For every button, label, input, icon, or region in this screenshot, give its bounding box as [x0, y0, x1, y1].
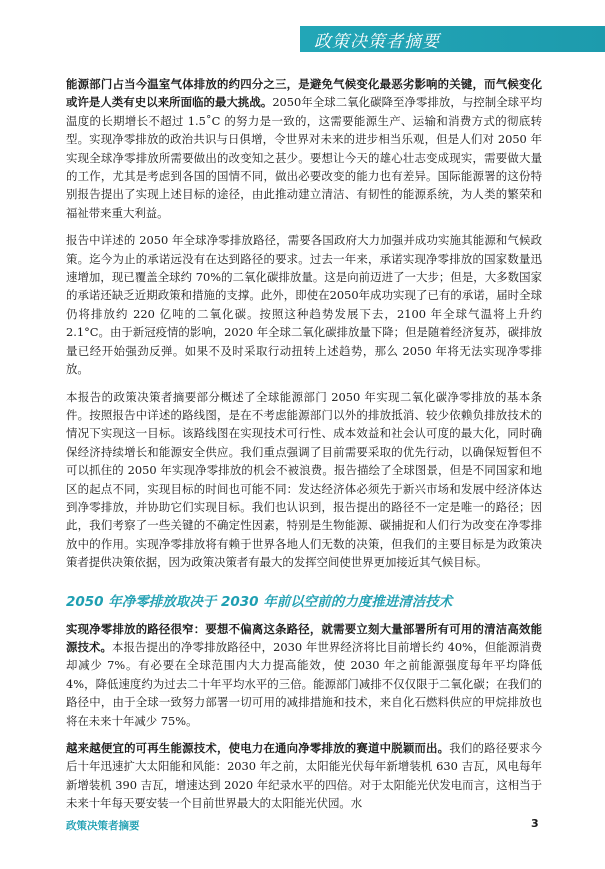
main-content [66, 75, 542, 822]
section-paragraph-2 [66, 739, 542, 813]
footer-label: 政策决策者摘要 [66, 820, 140, 832]
paragraph-1 [66, 75, 542, 222]
paragraph-1-lead: 能源部门占当今温室气体排放的约四分之三，是避免气候变化最恶劣影响的关键，而气候变化或许是人类有史以来所面临的最大挑战。 [66, 77, 542, 110]
header-bar [300, 26, 605, 52]
paragraph-1-body: 2050年全球二氧化碳降至净零排放，与控制全球平均温度的长期增长不超过 1.5˚C 的努力是一致的，这需要能源生产、运输和消费方式的彻底转型。实现净零排放的政治共识与日俱增，令世界对未来的进步相当乐观，但是人们对 2050 年实现全球净零排放所需要做出的改变知之甚少。要想让今天的雄心壮志变成现实，需要做大量的工作，尤其是考虑到各国的国情不同，做出必要改变的能力也有差异。国际能源署的这份特别报告提出了实现上述目标的途径，由此推动建立清洁、有韧性的能源系统，为人类的繁荣和福祉带来重大利益。 [66, 95, 542, 220]
section-paragraph-2-lead: 越来越便宜的可再生能源技术，使电力在通向净零排放的赛道中脱颖而出。 [66, 741, 450, 755]
section-paragraph-1-lead: 实现净零排放的路径很窄：要想不偏离这条路径，就需要立刻大量部署所有可用的清洁高效能源技术。 [66, 621, 542, 654]
header-title: 政策决策者摘要 [314, 32, 440, 52]
paragraph-3-body: 本报告的政策决策者摘要部分概述了全球能源部门 2050 年实现二氧化碳净零排放的基本条件。按照报告中详述的路线图，是在不考虑能源部门以外的排放抵消、较少依赖负排放技术的情况下实现这一目标。该路线图在实现技术可行性、成本效益和社会认可度的最大化，同时确保经济持续增长和能源安全供应。我们重点强调了目前需要采取的优先行动，以确保短暂但不可以抓住的 2050 年实现净零排放的机会不被浪费。报告描绘了全球图景，但是不同国家和地区的起点不同，实现目标的时间也可能不同：发达经济体必须先于新兴市场和发展中经济体达到净零排放，并协助它们实现目标。我们也认识到，报告提出的路径不一定是唯一的路径；因此，我们考察了一些关键的不确定性因素，特别是生物能源、碳捕捉和人们行为改变在净零排放中的作用。实现净零排放将有赖于世界各地人们无数的决策，但我们的主要目标是为政策决策者提供决策依据，因为政策决策者有最大的发挥空间使世界更加接近其气候目标。 [66, 389, 542, 570]
page-number: 3 [531, 817, 539, 830]
paragraph-3 [66, 388, 542, 572]
section-paragraph-1 [66, 620, 542, 730]
section-paragraph-2-body: 我们的路径要求今后十年迅速扩大太阳能和风能：2030 年之前，太阳能光伏每年新增装机 630 吉瓦，风电每年新增装机 390 吉瓦，增速达到 2020 年纪录水平的四倍。对于太阳能光伏发电而言，这相当于未来十年每天要安装一个目前世界最大的太阳能光伏园。水 [66, 741, 542, 811]
section-heading: 2050 年净零排放取决于 2030 年前以空前的力度推进清洁技术 [66, 593, 453, 610]
paragraph-2 [66, 231, 542, 378]
paragraph-2-body: 报告中详述的 2050 年全球净零排放路径，需要各国政府大力加强并成功实施其能源和气候政策。迄今为止的承诺远没有在达到路径的要求。过去一年来，承诺实现净零排放的国家数量迅速增加，现已覆盖全球约 70%的二氧化碳排放量。这是向前迈进了一大步；但是，大多数国家的承诺还缺乏近期政策和措施的支撑。此外，即使在2050年成功实现了已有的承诺，届时全球仍将排放约 220 亿吨的二氧化碳。按照这种趋势发展下去，2100 年全球气温将上升约 2.1°C。由于新冠疫情的影响，2020 年全球二氧化碳排放量下降；但是随着经济复苏，碳排放量已经开始强劲反弹。如果不及时采取行动扭转上述趋势，那么 2050 年将无法实现净零排放。 [66, 233, 542, 377]
section-paragraph-1-body: 本报告提出的净零排放路径中，2030 年世界经济将比目前增长约 40%，但能源消费却减少 7%。有必要在全球范围内大力提高能效，使 2030 年之前能源强度每年平均降低 4%，降低速度约为过去二十年平均水平的三倍。能源部门减排不仅仅限于二氧化碳；在我们的路径中，由于全球一致努力部署一切可用的减排措施和技术，来自化石燃料供应的甲烷排放也将在未来十年减少 75%。 [66, 639, 542, 728]
